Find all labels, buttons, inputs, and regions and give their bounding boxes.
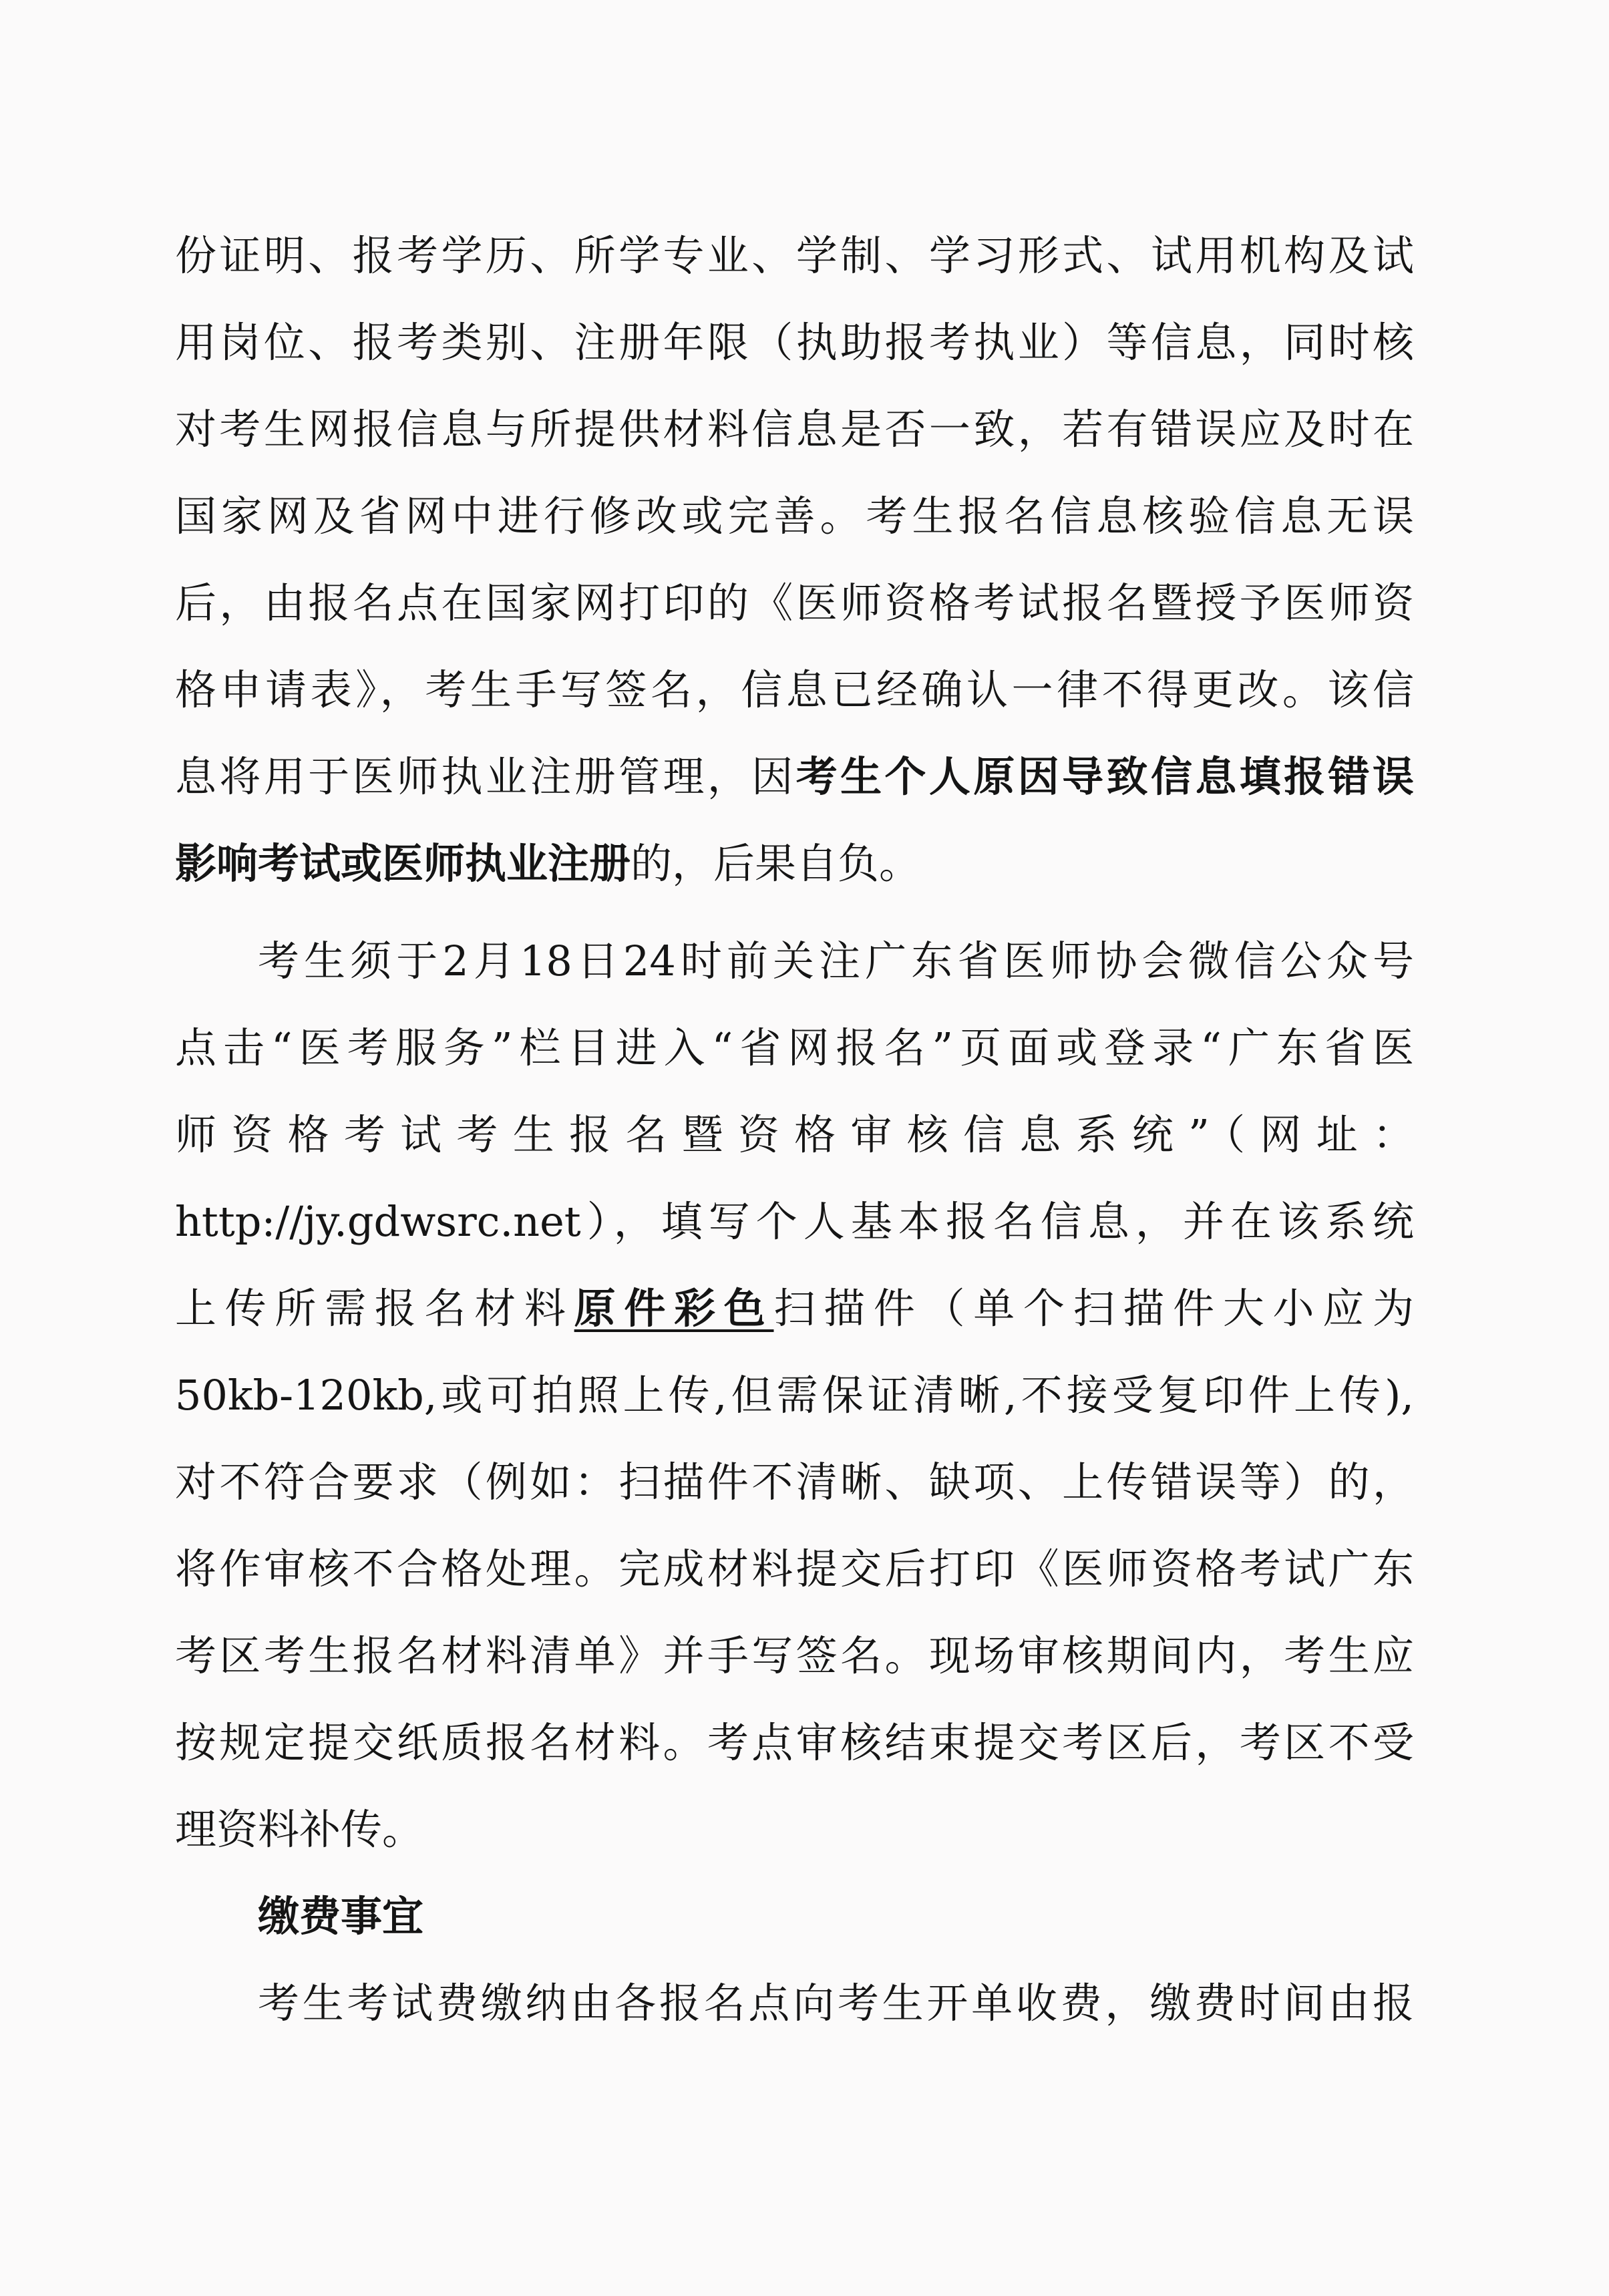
text-line: 对不符合要求（例如：扫描件不清晰、缺项、上传错误等）的， bbox=[175, 1458, 1414, 1506]
document-page bbox=[175, 212, 1414, 2047]
text-line: 按规定提交纸质报名材料。考点审核结束提交考区后，考区不受 bbox=[175, 1718, 1414, 1767]
text-line: 考区考生报名材料清单》并手写签名。现场审核期间内，考生应 bbox=[175, 1631, 1414, 1680]
text-line: 格申请表》，考生手写签名，信息已经确认一律不得更改。该信 bbox=[175, 665, 1414, 714]
url-line: http://jy.gdwsrc.net），填写个人基本报名信息，并在该系统 bbox=[175, 1197, 1414, 1246]
text-line: 点击“医考服务”栏目进入“省网报名”页面或登录“广东省医 bbox=[175, 1023, 1414, 1072]
text-line: 用岗位、报考类别、注册年限（执助报考执业）等信息，同时核 bbox=[175, 318, 1414, 367]
text-line: 对考生网报信息与所提供材料信息是否一致，若有错误应及时在 bbox=[175, 405, 1414, 454]
text-line: 师资格考试考生报名暨资格审核信息系统”（网址： bbox=[175, 1110, 1414, 1159]
text-line: 考生考试费缴纳由各报名点向考生开单收费，缴费时间由报 bbox=[258, 1979, 1414, 2027]
underlined-emphasis-text: 原件彩色 bbox=[574, 1284, 774, 1333]
text-run: 上传所需报名材料 bbox=[175, 1284, 574, 1333]
text-run: 扫描件（单个扫描件大小应为 bbox=[773, 1284, 1414, 1333]
bold-warning-text: 考生个人原因导致信息填报错误 bbox=[795, 752, 1414, 801]
text-line: 将作审核不合格处理。完成材料提交后打印《医师资格考试广东 bbox=[175, 1544, 1414, 1593]
text-line: 后，由报名点在国家网打印的《医师资格考试报名暨授予医师资 bbox=[175, 579, 1414, 627]
text-line bbox=[175, 820, 1414, 907]
text-line: 50kb-120kb,或可拍照上传,但需保证清晰,不接受复印件上传), bbox=[175, 1371, 1414, 1420]
text-run: 息将用于医师执业注册管理，因 bbox=[175, 752, 796, 801]
text-run: 的，后果自负。 bbox=[631, 839, 921, 888]
text-line: 国家网及省网中进行修改或完善。考生报名信息核验信息无误 bbox=[175, 492, 1414, 540]
text-line: 份证明、报考学历、所学专业、学制、学习形式、试用机构及试 bbox=[175, 231, 1414, 280]
section-heading: 缴费事宜 bbox=[258, 1892, 424, 1941]
text-line: 理资料补传。 bbox=[175, 1805, 424, 1854]
text-line: 考生须于2月18日24时前关注广东省医师协会微信公众号 bbox=[258, 937, 1414, 985]
text-line bbox=[175, 733, 1414, 820]
bold-warning-text: 影响考试或医师执业注册 bbox=[175, 839, 631, 888]
text-line bbox=[175, 1265, 1414, 1352]
